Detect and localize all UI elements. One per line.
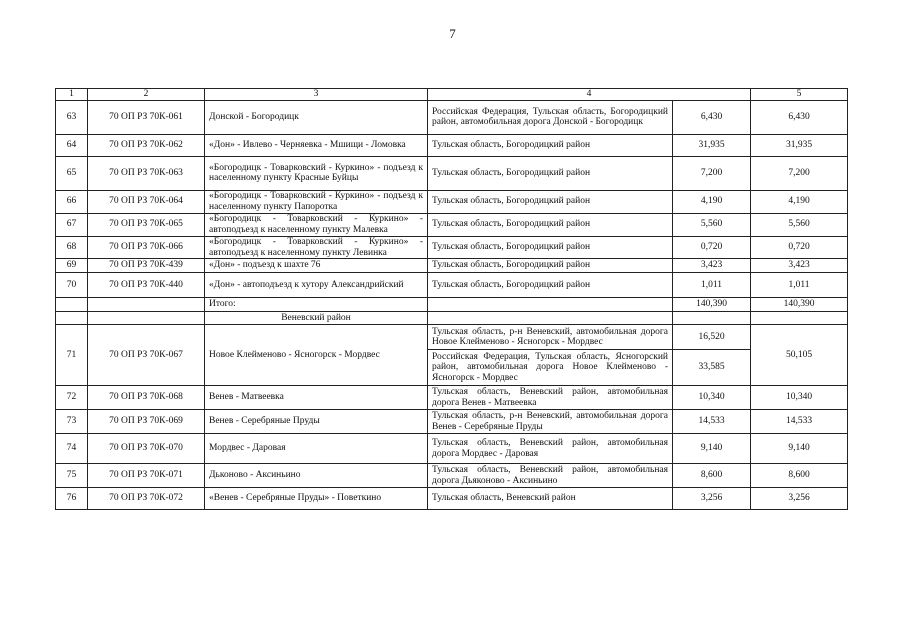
road-name: Венев - Матвеевка <box>205 386 428 410</box>
road-code: 70 ОП РЗ 70К-069 <box>88 410 205 434</box>
road-code: 70 ОП РЗ 70К-067 <box>88 325 205 386</box>
district-row <box>56 312 848 325</box>
road-code: 70 ОП РЗ 70К-065 <box>88 213 205 236</box>
subtotal-label: Итого: <box>205 298 428 312</box>
row-number: 70 <box>56 273 88 298</box>
road-name: «Дон» - автоподъезд к хутору Александрийский <box>205 273 428 298</box>
row-number: 63 <box>56 100 88 134</box>
road-code: 70 ОП РЗ 70К-064 <box>88 190 205 213</box>
road-total: 31,935 <box>751 134 848 156</box>
road-total: 3,256 <box>751 488 848 510</box>
road-code: 70 ОП РЗ 70К-062 <box>88 134 205 156</box>
road-code: 70 ОП РЗ 70К-066 <box>88 236 205 259</box>
road-name: Венев - Серебряные Пруды <box>205 410 428 434</box>
road-length: 33,585 <box>673 350 751 386</box>
table-row-71a <box>56 325 848 350</box>
road-location: Тульская область, Веневский район, автомобильная дорога Мордвес - Даровая <box>428 434 673 464</box>
row-number: 76 <box>56 488 88 510</box>
road-code: 70 ОП РЗ 70К-063 <box>88 156 205 190</box>
subtotal-total: 140,390 <box>751 298 848 312</box>
road-location: Тульская область, Богородицкий район <box>428 134 673 156</box>
road-total: 3,423 <box>751 259 848 273</box>
table-row <box>56 156 848 190</box>
header-col-3: 3 <box>205 89 428 101</box>
subtotal-row <box>56 298 848 312</box>
road-code: 70 ОП РЗ 70К-061 <box>88 100 205 134</box>
road-total: 50,105 <box>751 325 848 386</box>
table-body-summary <box>56 298 848 386</box>
row-number: 71 <box>56 325 88 386</box>
road-name: «Богородицк - Товарковский - Куркино» - подъезд к населенному пункту Папоротка <box>205 190 428 213</box>
header-col-2: 2 <box>88 89 205 101</box>
table-body-venev <box>56 386 848 510</box>
table-row <box>56 273 848 298</box>
road-length: 5,560 <box>673 213 751 236</box>
table-row <box>56 434 848 464</box>
road-location: Российская Федерация, Тульская область, Богородицкий район, автомобильная дорога Донской - Богородицк <box>428 100 673 134</box>
road-location: Тульская область, Богородицкий район <box>428 259 673 273</box>
subtotal-length: 140,390 <box>673 298 751 312</box>
road-total: 1,011 <box>751 273 848 298</box>
row-number: 73 <box>56 410 88 434</box>
road-name: «Богородицк - Товарковский - Куркино» - подъезд к населенному пункту Красные Буйцы <box>205 156 428 190</box>
road-total: 14,533 <box>751 410 848 434</box>
table-row <box>56 259 848 273</box>
road-location: Тульская область, р-н Веневский, автомобильная дорога Новое Клейменово - Ясногорск - Мордвес <box>428 325 673 350</box>
road-code: 70 ОП РЗ 70К-439 <box>88 259 205 273</box>
table-body-bogoroditsk <box>56 100 848 298</box>
district-heading: Веневский район <box>205 312 428 325</box>
road-location: Тульская область, Богородицкий район <box>428 213 673 236</box>
road-length: 14,533 <box>673 410 751 434</box>
road-location: Тульская область, р-н Веневский, автомобильная дорога Венев - Серебряные Пруды <box>428 410 673 434</box>
road-total: 7,200 <box>751 156 848 190</box>
road-location: Российская Федерация, Тульская область, Ясногорский район, автомобильная дорога Новое Клейменово - Ясногорск - Мордвес <box>428 350 673 386</box>
table-row <box>56 410 848 434</box>
road-length: 6,430 <box>673 100 751 134</box>
header-row <box>56 89 848 101</box>
road-total: 0,720 <box>751 236 848 259</box>
page-number: 7 <box>449 26 456 41</box>
road-location: Тульская область, Богородицкий район <box>428 156 673 190</box>
row-number: 67 <box>56 213 88 236</box>
road-total: 5,560 <box>751 213 848 236</box>
row-number: 65 <box>56 156 88 190</box>
road-length: 9,140 <box>673 434 751 464</box>
road-name: Новое Клейменово - Ясногорск - Мордвес <box>205 325 428 386</box>
road-length: 0,720 <box>673 236 751 259</box>
road-total: 6,430 <box>751 100 848 134</box>
road-location: Тульская область, Богородицкий район <box>428 236 673 259</box>
road-length: 10,340 <box>673 386 751 410</box>
road-length: 1,011 <box>673 273 751 298</box>
road-name: Донской - Богородицк <box>205 100 428 134</box>
road-location: Тульская область, Веневский район <box>428 488 673 510</box>
table-row <box>56 488 848 510</box>
table-row <box>56 213 848 236</box>
road-length: 16,520 <box>673 325 751 350</box>
row-number: 69 <box>56 259 88 273</box>
table-row <box>56 134 848 156</box>
road-location: Тульская область, Богородицкий район <box>428 273 673 298</box>
table-row <box>56 236 848 259</box>
road-total: 8,600 <box>751 464 848 488</box>
road-length: 4,190 <box>673 190 751 213</box>
table-row <box>56 464 848 488</box>
row-number: 74 <box>56 434 88 464</box>
road-code: 70 ОП РЗ 70К-070 <box>88 434 205 464</box>
road-name: «Богородицк - Товарковский - Куркино» - автоподъезд к населенному пункту Малевка <box>205 213 428 236</box>
row-number: 64 <box>56 134 88 156</box>
road-length: 31,935 <box>673 134 751 156</box>
header-col-5: 5 <box>751 89 848 101</box>
row-number: 72 <box>56 386 88 410</box>
header-col-4: 4 <box>428 89 751 101</box>
road-location: Тульская область, Веневский район, автомобильная дорога Дьяконово - Аксиньино <box>428 464 673 488</box>
road-location: Тульская область, Богородицкий район <box>428 190 673 213</box>
road-name: Дьконово - Аксиньино <box>205 464 428 488</box>
road-total: 10,340 <box>751 386 848 410</box>
road-code: 70 ОП РЗ 70К-068 <box>88 386 205 410</box>
road-length: 3,256 <box>673 488 751 510</box>
table-row <box>56 190 848 213</box>
road-code: 70 ОП РЗ 70К-072 <box>88 488 205 510</box>
row-number: 66 <box>56 190 88 213</box>
road-length: 7,200 <box>673 156 751 190</box>
table-row <box>56 386 848 410</box>
road-name: «Богородицк - Товарковский - Куркино» - автоподъезд к населенному пункту Левинка <box>205 236 428 259</box>
road-location: Тульская область, Веневский район, автомобильная дорога Венев - Матвеевка <box>428 386 673 410</box>
road-total: 4,190 <box>751 190 848 213</box>
road-code: 70 ОП РЗ 70К-071 <box>88 464 205 488</box>
header-col-1: 1 <box>56 89 88 101</box>
road-length: 3,423 <box>673 259 751 273</box>
row-number: 68 <box>56 236 88 259</box>
table-row <box>56 100 848 134</box>
road-name: «Дон» - подъезд к шахте 76 <box>205 259 428 273</box>
road-length: 8,600 <box>673 464 751 488</box>
road-total: 9,140 <box>751 434 848 464</box>
road-name: «Дон» - Ивлево - Черняевка - Мшищи - Ломовка <box>205 134 428 156</box>
road-name: «Венев - Серебряные Пруды» - Поветкино <box>205 488 428 510</box>
road-code: 70 ОП РЗ 70К-440 <box>88 273 205 298</box>
row-number: 75 <box>56 464 88 488</box>
road-name: Мордвес - Даровая <box>205 434 428 464</box>
roads-table <box>55 88 848 510</box>
